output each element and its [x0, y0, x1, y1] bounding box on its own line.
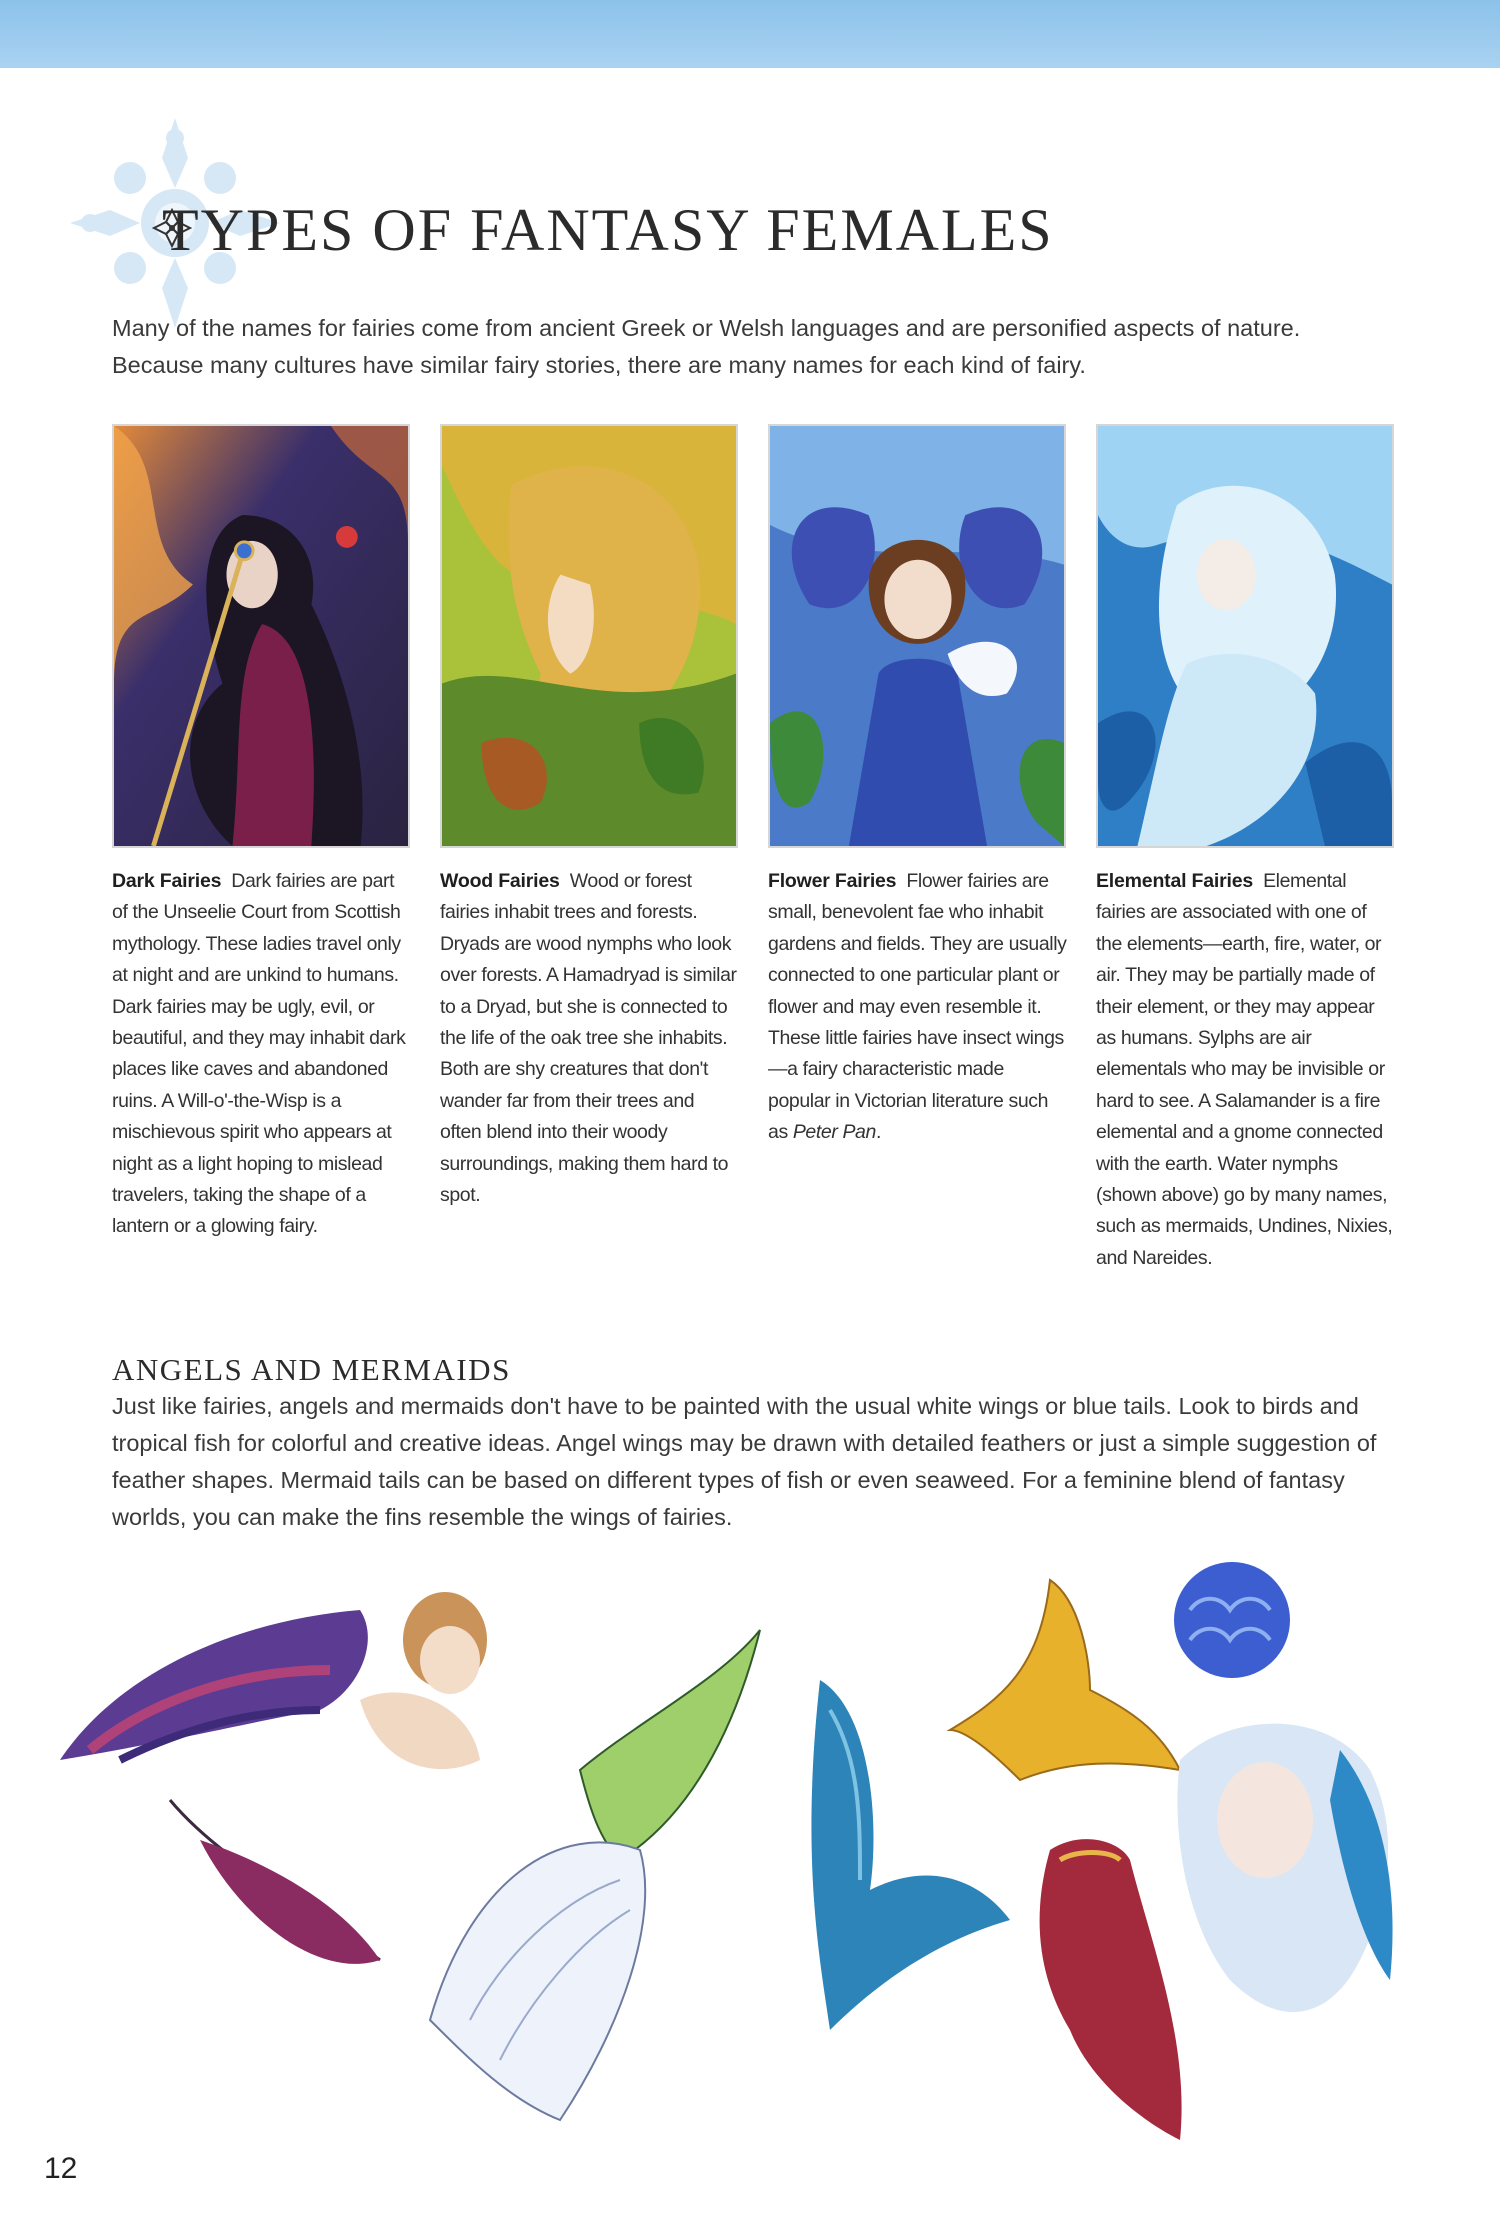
- page-title: TYPES OF FANTASY FEMALES: [162, 197, 1054, 263]
- green-fairy-wing-sketch: [580, 1630, 760, 1860]
- purple-feather-sketch: [170, 1800, 380, 1964]
- dark-fairies-caption: [112, 866, 412, 1243]
- wings-and-tails-sketches: [0, 1560, 1500, 2160]
- wood-fairy-illustration: [440, 424, 738, 848]
- elemental-fairies-caption: [1096, 866, 1396, 1274]
- flower-fairies-text: Flower fairies are small, benevolent fae who inhabit gardens and fields. They are usually connected to one particular plant or flower and may even resemble it. These little fairies have insect wings—a fairy characteristic made popular in Victorian literature such as: [768, 870, 1067, 1144]
- scale-swatch-sketch: [1174, 1562, 1290, 1678]
- elemental-fairies-heading: Elemental Fairies: [1096, 870, 1254, 892]
- dark-fairies-heading: Dark Fairies: [112, 870, 222, 892]
- flower-fairies-text-end: .: [875, 1121, 881, 1144]
- angel-wing-sketch: [60, 1592, 487, 1769]
- wood-fairies-heading: Wood Fairies: [440, 870, 560, 892]
- wood-fairies-caption: [440, 866, 740, 1211]
- dark-fairy-illustration: [112, 424, 410, 848]
- white-wing-sketch: [430, 1842, 645, 2120]
- angels-mermaids-heading: ANGELS AND MERMAIDS: [112, 1352, 511, 1387]
- dark-fairies-text: Dark fairies are part of the Unseelie Court from Scottish mythology. These ladies travel only at night and are unkind to humans. Dark fairies may be ugly, evil, or beautiful, and they may inhabit dark places like caves and abandoned ruins. A Will-o'-the-Wisp is a mischievous spirit who appears at night as a light hoping to mislead travelers, taking the shape of a lantern or a glowing fairy.: [112, 870, 406, 1238]
- elemental-fairies-text: Elemental fairies are associated with one of the elements—earth, fire, water, or air. They may be partially made of their element, or they may appear as humans. Sylphs are air elementals who may be invisible or hard to see. A Salamander is a fire elemental and a gnome connected with the earth. Water nymphs (shown above) go by many names, such as mermaids, Undines, Nixies, and Nareides.: [1096, 870, 1393, 1269]
- golden-tail-sketch: [950, 1580, 1180, 1780]
- flower-fairy-illustration: [768, 424, 1066, 848]
- intro-paragraph: Many of the names for fairies come from ancient Greek or Welsh languages and are personified aspects of nature. Because many cultures have similar fairy stories, there are many names for each kind of fairy.: [112, 315, 1301, 378]
- flower-fairies-heading: Flower Fairies: [768, 870, 897, 892]
- mermaid-head-sketch: [1177, 1724, 1392, 2012]
- wood-fairies-text: Wood or forest fairies inhabit trees and forests. Dryads are wood nymphs who look over forests. A Hamadryad is similar to a Dryad, but she is connected to the life of the oak tree she inhabits. Both are shy creatures that don't wander far from their trees and often blend into their woody surroundings, making them hard to spot.: [440, 870, 737, 1207]
- angels-mermaids-paragraph: Just like fairies, angels and mermaids don't have to be painted with the usual white wings or blue tails. Look to birds and tropical fish for colorful and creative ideas. Angel wings may be drawn with detailed feathers or just a simple suggestion of feather shapes. Mermaid tails can be based on different types of fish or even seaweed. For a feminine blend of fantasy worlds, you can make the fins resemble the wings of fairies.: [112, 1393, 1377, 1530]
- peter-pan-title: Peter Pan: [792, 1121, 876, 1144]
- red-mermaid-tail-sketch: [1040, 1839, 1182, 2140]
- top-color-band: [0, 0, 1500, 68]
- elemental-fairy-illustration: [1096, 424, 1394, 848]
- page-number: 12: [44, 2152, 78, 2185]
- flower-fairies-caption: [768, 866, 1068, 1149]
